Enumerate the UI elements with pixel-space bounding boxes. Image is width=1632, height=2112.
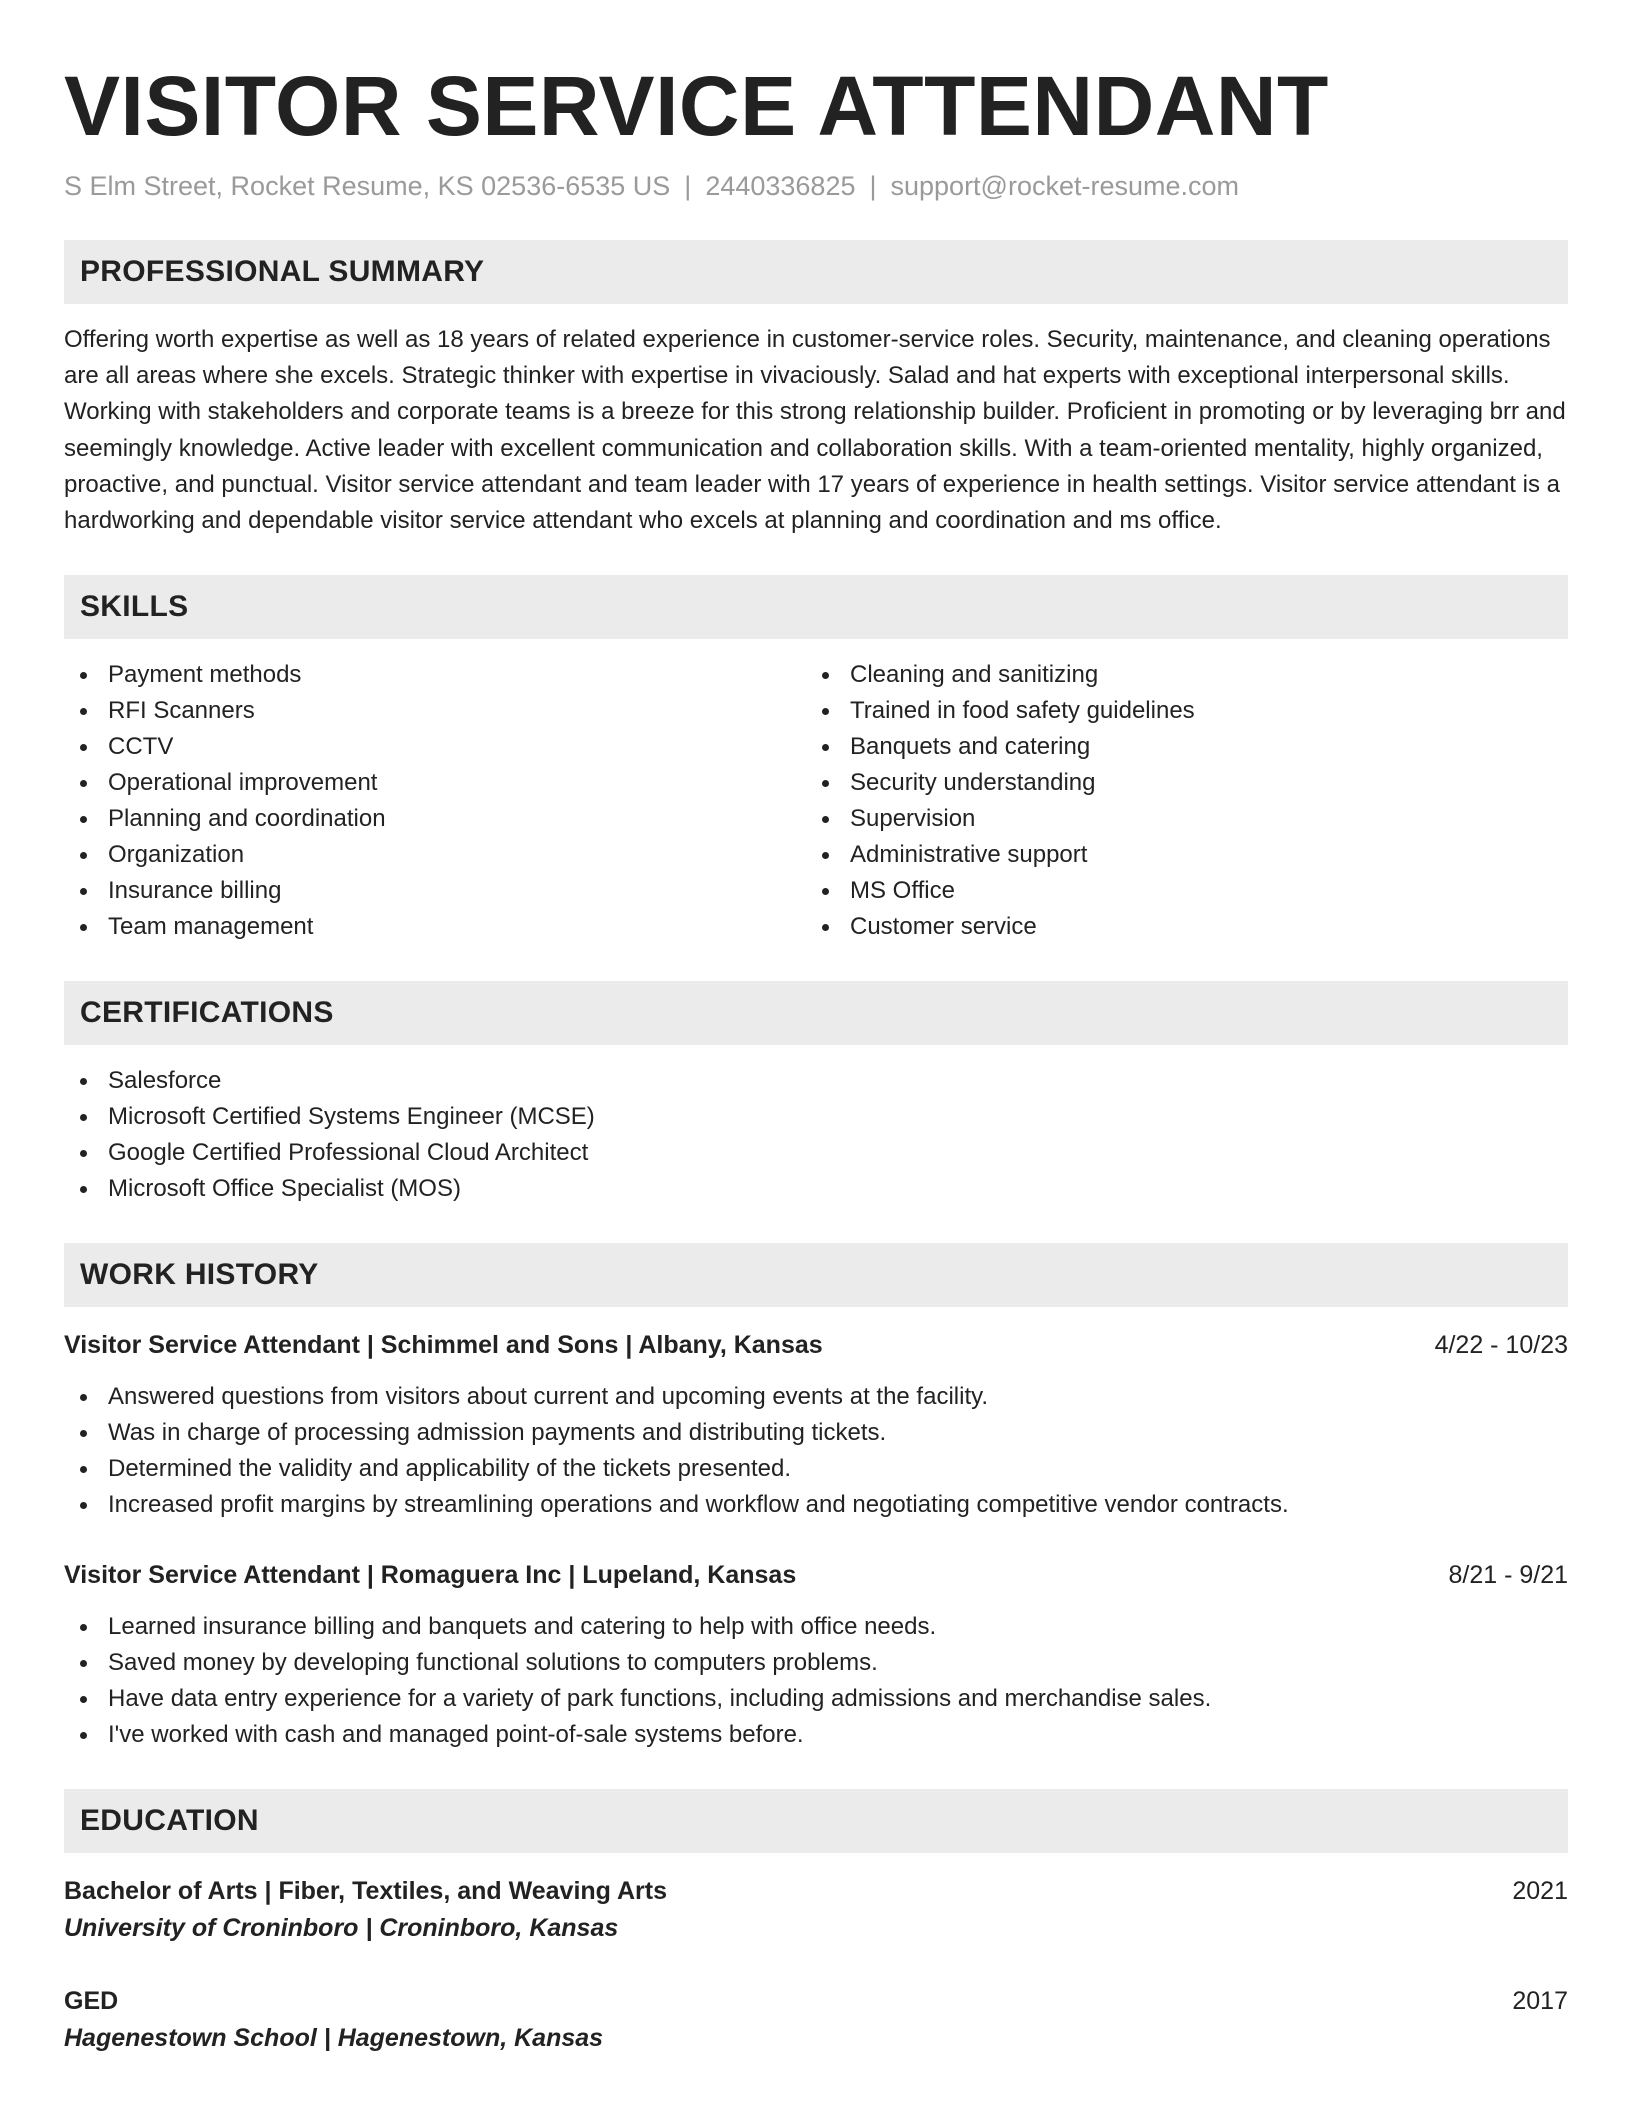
certification-item: Microsoft Office Specialist (MOS) (64, 1171, 1568, 1207)
education-heading-row (64, 1873, 1568, 1909)
skill-item: Customer service (806, 909, 1548, 945)
job-heading-row (64, 1557, 1568, 1593)
section-header-skills: SKILLS (64, 575, 1568, 639)
job-bullet: Learned insurance billing and banquets and catering to help with office needs. (64, 1609, 1568, 1645)
section-header-education: EDUCATION (64, 1789, 1568, 1853)
contact-line (64, 168, 1568, 204)
skill-item: RFI Scanners (64, 693, 806, 729)
job-bullet: Saved money by developing functional solutions to computers problems. (64, 1645, 1568, 1681)
education-degree: Bachelor of Arts | Fiber, Textiles, and Weaving Arts (64, 1877, 667, 1906)
certification-item: Salesforce (64, 1063, 1568, 1099)
summary-text: Offering worth expertise as well as 18 years of related experience in customer-service roles. Security, maintenance, and cleaning operations are all areas where she excels. Strategic thinker with expertise in vivaciously. Salad and hat experts with exceptional interpersonal skills. Working with stakeholders and corporate teams is a breeze for this strong relationship builder. Proficient in promoting or by leveraging brr and seemingly knowledge. Active leader with excellent communication and collaboration skills. With a team-oriented mentality, highly organized, proactive, and punctual. Visitor service attendant and team leader with 17 years of experience in health settings. Visitor service attendant is a hardworking and dependable visitor service attendant who excels at planning and coordination and ms office. (64, 326, 1566, 535)
section-header-work-history: WORK HISTORY (64, 1243, 1568, 1307)
job-dates: 8/21 - 9/21 (1448, 1561, 1568, 1590)
section-header-certifications: CERTIFICATIONS (64, 981, 1568, 1045)
skill-item: Banquets and catering (806, 729, 1548, 765)
job-bullet: Was in charge of processing admission payments and distributing tickets. (64, 1415, 1568, 1451)
job-entry (64, 1557, 1568, 1753)
skills-list (64, 657, 1568, 945)
education-year: 2017 (1512, 1987, 1568, 2016)
certification-item: Google Certified Professional Cloud Architect (64, 1135, 1568, 1171)
contact-email[interactable]: support@rocket-resume.com (890, 171, 1240, 201)
skills-column-left (64, 657, 806, 945)
skill-item: Cleaning and sanitizing (806, 657, 1548, 693)
skill-item: Planning and coordination (64, 801, 806, 837)
skill-item: Operational improvement (64, 765, 806, 801)
skill-item: Administrative support (806, 837, 1548, 873)
education-degree: GED (64, 1987, 119, 2016)
candidate-name: VISITOR SERVICE ATTENDANT (64, 59, 1329, 153)
education-year: 2021 (1512, 1877, 1568, 1906)
job-bullet: Have data entry experience for a variety of park functions, including admissions and merchandise sales. (64, 1681, 1568, 1717)
skill-item: MS Office (806, 873, 1548, 909)
job-heading-row (64, 1327, 1568, 1363)
job-bullet: Determined the validity and applicability of the tickets presented. (64, 1451, 1568, 1487)
contact-phone: 2440336825 (705, 171, 856, 201)
job-entry (64, 1327, 1568, 1523)
section-header-summary: PROFESSIONAL SUMMARY (64, 240, 1568, 304)
education-entry (64, 1873, 1568, 1947)
education-school: Hagenestown School | Hagenestown, Kansas (64, 2024, 604, 2053)
contact-separator: | (869, 171, 877, 201)
job-bullets (64, 1609, 1568, 1753)
education-school: University of Croninboro | Croninboro, Kansas (64, 1914, 619, 1943)
certifications-list (64, 1063, 1568, 1207)
skill-item: CCTV (64, 729, 806, 765)
job-dates: 4/22 - 10/23 (1434, 1331, 1568, 1360)
education-heading-row (64, 1983, 1568, 2019)
contact-separator: | (684, 171, 692, 201)
skill-item: Payment methods (64, 657, 806, 693)
skill-item: Trained in food safety guidelines (806, 693, 1548, 729)
job-bullet: I've worked with cash and managed point-of-sale systems before. (64, 1717, 1568, 1753)
certification-item: Microsoft Certified Systems Engineer (MCSE) (64, 1099, 1568, 1135)
skill-item: Team management (64, 909, 806, 945)
skill-item: Security understanding (806, 765, 1548, 801)
job-title: Visitor Service Attendant | Romaguera Inc | Lupeland, Kansas (64, 1561, 797, 1590)
skill-item: Supervision (806, 801, 1548, 837)
education-entry (64, 1983, 1568, 2057)
resume-page (64, 56, 1568, 2057)
job-bullet: Answered questions from visitors about current and upcoming events at the facility. (64, 1379, 1568, 1415)
job-title: Visitor Service Attendant | Schimmel and Sons | Albany, Kansas (64, 1331, 823, 1360)
job-bullet: Increased profit margins by streamlining operations and workflow and negotiating competitive vendor contracts. (64, 1487, 1568, 1523)
contact-address: S Elm Street, Rocket Resume, KS 02536-6535 US (64, 171, 671, 201)
skills-column-right (806, 657, 1548, 945)
skill-item: Organization (64, 837, 806, 873)
skill-item: Insurance billing (64, 873, 806, 909)
job-bullets (64, 1379, 1568, 1523)
